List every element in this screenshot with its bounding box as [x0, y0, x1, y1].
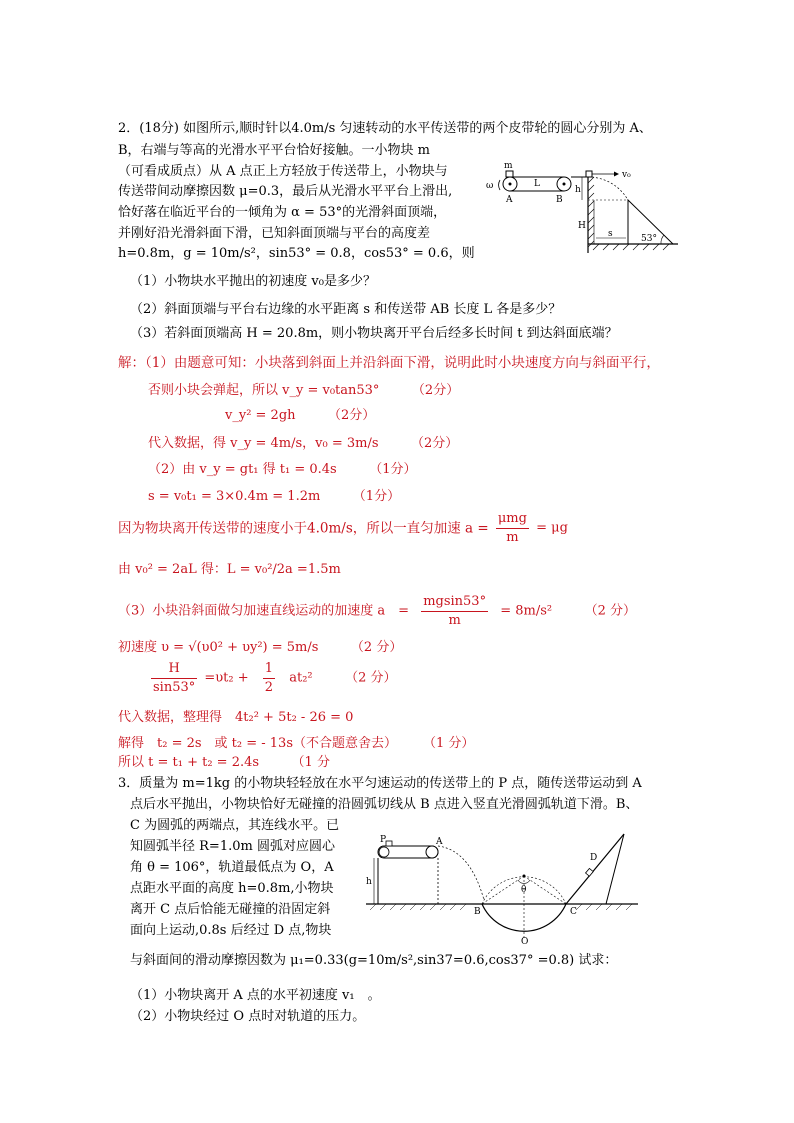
fig-label-s: s	[608, 229, 613, 239]
sol-line-9-text: （3）小块沿斜面做匀加速直线运动的加速度 a =	[118, 603, 410, 619]
sol-line-11	[148, 660, 397, 697]
sol-line-3: v_y² = 2gh （2分）	[225, 408, 376, 423]
p2-question-3: （3）若斜面顶端高 H = 20.8m，则小物块离开平台后经多长时间 t 到达斜面底端？	[130, 326, 618, 341]
fig3-label-C: C	[570, 907, 577, 917]
p3-line-6: 点距水平面的高度 h=0.8m,小物块	[130, 881, 334, 896]
sol-line-7-text: 因为物块离开传送带的速度小于4.0m/s，所以一直匀加速 a =	[118, 520, 489, 537]
conveyor-figure	[478, 158, 688, 258]
sol-line-11-den: sin53°	[153, 680, 196, 695]
fig3-label-P: P	[380, 835, 387, 845]
fig3-label-O: O	[521, 937, 529, 946]
p3-line-9: 与斜面间的滑动摩擦因数为 μ₁=0.33(g=10m/s²,sin37=0.6,cos37° =0.8) 试求：	[130, 953, 618, 968]
sol-line-12: 代入数据，整理得 4t₂² + 5t₂ - 26 = 0	[118, 710, 354, 725]
sol-line-11-half-den: 2	[264, 680, 274, 695]
p2-line-1: 2．(18分) 如图所示,顺时针以4.0m/s 匀速转动的水平传送带的两个皮带轮的圆心分别为 A、	[118, 121, 652, 136]
p2-line-3: （可看成质点）从 A 点正上方轻放于传送带上，小物块与	[118, 164, 448, 179]
sol-line-5: （2）由 v_y = gt₁ 得 t₁ = 0.4s （1分）	[148, 462, 417, 477]
p3-line-2: 点后水平抛出，小物块恰好无碰撞的沿圆弧切线从 B 点进入竖直光滑圆弧轨道下滑。B、	[130, 797, 639, 812]
p3-line-3: C 为圆弧的两端点，其连线水平。已	[130, 818, 340, 833]
sol-line-7-den: m	[506, 530, 519, 545]
fig-label-H: H	[578, 221, 586, 231]
sol-line-7-fraction	[496, 510, 529, 547]
sol-line-13: 解得 t₂ = 2s 或 t₂ = - 13s（不合题意舍去） （1 分）	[118, 736, 475, 751]
fig-label-h: h	[575, 185, 581, 195]
p2-line-2: B，右端与等高的光滑水平平台恰好接触。一小物块 m	[118, 143, 431, 158]
sol-line-11-num: H	[151, 660, 197, 679]
sol-line-11-mid: =υt₂ +	[204, 670, 249, 686]
sol-line-9-den: m	[448, 613, 461, 628]
sol-line-9-num: mgsin53°	[421, 593, 488, 612]
fig3-label-theta: θ	[521, 885, 527, 895]
sol-line-9-fraction	[421, 593, 488, 630]
p3-line-7: 离开 C 点后恰能无碰撞的沿固定斜	[130, 902, 331, 917]
p3-question-2: （2）小物块经过 O 点时对轨道的压力。	[130, 1009, 366, 1024]
p3-line-1: 3．质量为 m=1kg 的小物块轻轻放在水平匀速运动的传送带上的 P 点，随传送带运动到 A	[118, 776, 642, 791]
sol-line-1: 解：（1）由题意可知：小块落到斜面上并沿斜面下滑，说明此时小块速度方向与斜面平行，	[118, 355, 660, 371]
sol-line-10: 初速度 υ = √(υ0² + υy²) = 5m/s （2 分）	[118, 640, 403, 655]
sol-line-11-fraction	[151, 660, 197, 697]
fig-label-omega: ω	[486, 181, 494, 191]
sol-line-11-half-num: 1	[263, 660, 275, 679]
p3-question-1: （1）小物块离开 A 点的水平初速度 v₁ 。	[130, 988, 381, 1003]
sol-line-2: 否则小块会弹起，所以 v_y = v₀tan53° （2分）	[148, 383, 460, 398]
sol-line-7	[118, 510, 568, 547]
fig3-label-B: B	[474, 907, 481, 917]
sol-line-9	[118, 593, 636, 630]
fig-label-B: B	[556, 195, 563, 205]
fig-label-A: A	[506, 195, 513, 205]
fig3-label-D: D	[590, 853, 598, 863]
sol-line-7-num: μmg	[496, 510, 529, 529]
p2-question-2: （2）斜面顶端与平台右边缘的水平距离 s 和传送带 AB 长度 L 各是多少？	[130, 302, 562, 317]
arc-track-figure	[366, 830, 638, 946]
fig-label-v0: v₀	[622, 170, 631, 180]
p2-line-7: h=0.8m，g = 10m/s²，sin53° = 0.8，cos53° = 0.6，则	[118, 246, 475, 261]
p2-line-4: 传送带间动摩擦因数 μ=0.3，最后从光滑水平平台上滑出,	[118, 184, 453, 199]
sol-line-11-post: at₂² （2 分）	[289, 670, 397, 686]
sol-line-14: 所以 t = t₁ + t₂ = 2.4s （1 分	[118, 755, 330, 770]
fig-label-L: L	[534, 179, 540, 189]
sol-line-8: 由 v₀² = 2aL 得：L = v₀²/2a =1.5m	[118, 562, 341, 577]
fig-label-angle: 53°	[641, 234, 657, 244]
sol-line-7-post: = μg	[536, 520, 568, 536]
p3-line-8: 面向上运动,0.8s 后经过 D 点,物块	[130, 923, 332, 938]
sol-line-4: 代入数据，得 v_y = 4m/s，v₀ = 3m/s （2分）	[148, 436, 459, 451]
sol-line-9-post: = 8m/s² （2 分）	[500, 603, 637, 619]
fig3-label-h: h	[366, 877, 372, 887]
sol-line-6: s = v₀t₁ = 3×0.4m = 1.2m （1分）	[148, 489, 401, 504]
fig3-label-A: A	[436, 837, 443, 847]
p3-line-4: 知圆弧半径 R=1.0m 圆弧对应圆心	[130, 839, 335, 854]
fig-label-m: m	[504, 161, 513, 171]
p2-question-1: （1）小物块水平抛出的初速度 v₀是多少？	[130, 274, 376, 289]
p3-line-5: 角 θ = 106°，轨道最低点为 O，A	[130, 860, 334, 875]
p2-line-5: 恰好落在临近平台的一倾角为 α = 53°的光滑斜面顶端，	[118, 205, 447, 220]
p2-line-6: 并刚好沿光滑斜面下滑，已知斜面顶端与平台的高度差	[118, 226, 431, 241]
sol-line-11-half	[263, 660, 275, 697]
